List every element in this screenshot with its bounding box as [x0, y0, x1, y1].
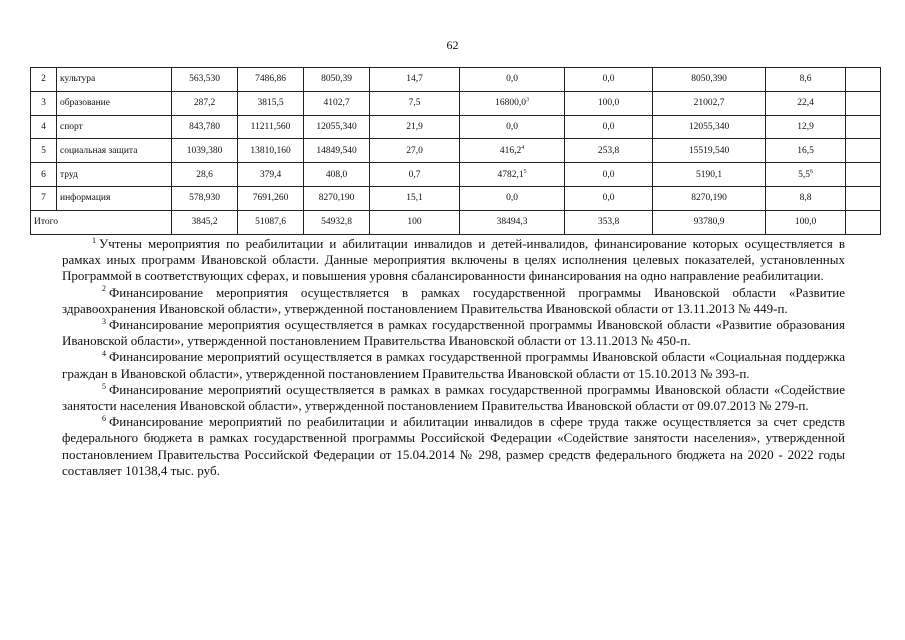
footnote-text: Учтены мероприятия по реабилитации и абилитации инвалидов и детей-инвалидов, финансирование которых осуществляется в рамках иных программ Ивановской области. Данные мероприятия включены в целях исполнения целевых показателей, установленных Программой в соответствующих сферах, и повышения уровня сбалансированности финансирования на одно направление реабилитации. [62, 236, 845, 284]
value-cell [653, 139, 766, 163]
cell-text: 16,5 [797, 145, 814, 156]
value-cell [304, 186, 370, 210]
cell-text: 15519,540 [688, 145, 730, 156]
footnote-2 [62, 285, 845, 317]
value-cell [565, 91, 653, 115]
value-cell [304, 115, 370, 139]
value-cell [766, 115, 846, 139]
footnote-mark: 2 [102, 284, 106, 294]
total-row [31, 210, 881, 234]
cell-text: 21,9 [406, 121, 423, 132]
cell-text: 7,5 [408, 98, 421, 109]
cell-text: 416,2 [499, 145, 522, 156]
row-number-cell [31, 68, 57, 92]
value-cell [460, 186, 565, 210]
cell-text: 22,4 [797, 98, 814, 109]
value-cell [304, 68, 370, 92]
cell-text: 15,1 [406, 193, 423, 204]
cell-text: 5,5 [798, 169, 810, 180]
footnote-mark: 1 [92, 235, 96, 245]
category-cell [57, 139, 172, 163]
cell-text: 5190,1 [695, 169, 723, 180]
footnote-ref: 6 [809, 168, 813, 175]
cell-text: 7691,260 [252, 193, 289, 204]
cell-text: 8270,190 [691, 193, 727, 204]
cell-text: 8050,39 [321, 74, 352, 85]
value-cell [460, 115, 565, 139]
value-cell [460, 91, 565, 115]
cell-text: 14849,540 [316, 145, 357, 156]
cell-text: информация [60, 193, 111, 204]
cell-text: 12055,340 [316, 121, 357, 132]
footnote-ref: 3 [525, 97, 529, 104]
value-cell [238, 115, 304, 139]
cell-text: 0,0 [506, 193, 518, 204]
footnote-mark: 6 [102, 413, 106, 423]
row-number-cell [31, 163, 57, 187]
footnote-text: Финансирование мероприятий осуществляется в рамках государственной программы Ивановской области «Социальная поддержка граждан в Ивановской области», утвержденной постановлением Правительства Ивановской области от 15.10.2013 № 393-п. [62, 349, 845, 381]
category-cell [57, 91, 172, 115]
value-cell [304, 91, 370, 115]
cell-text: 0,0 [506, 74, 518, 85]
cell-text: 8270,190 [318, 193, 355, 204]
cell-text: 0,0 [506, 121, 518, 132]
value-cell [172, 91, 238, 115]
cell-text: 12055,340 [688, 121, 730, 132]
cell-text: 1039,380 [186, 145, 223, 156]
cell-text: 408,0 [325, 169, 348, 180]
value-cell [565, 139, 653, 163]
cell-text: 8050,390 [691, 74, 727, 85]
cell-text: 12,9 [797, 121, 814, 132]
cell-text: 843,780 [189, 121, 220, 132]
cell-text: 13810,160 [250, 145, 291, 156]
table-row [31, 139, 881, 163]
cell-text: 287,2 [193, 98, 216, 109]
value-cell [172, 68, 238, 92]
cell-text: 14,7 [406, 74, 423, 85]
cell-text: культура [60, 74, 96, 85]
value-cell [846, 186, 881, 210]
value-cell [846, 68, 881, 92]
total-value-cell: 353,8 [565, 210, 653, 234]
value-cell [238, 139, 304, 163]
cell-text: 5 [41, 145, 46, 156]
value-cell [370, 68, 460, 92]
footnote-3 [62, 317, 845, 349]
cell-text: 27,0 [406, 145, 423, 156]
value-cell [172, 139, 238, 163]
value-cell [304, 139, 370, 163]
value-cell [653, 91, 766, 115]
table-body [31, 68, 881, 235]
value-cell [653, 68, 766, 92]
total-value-cell: 51087,6 [238, 210, 304, 234]
footnote-mark: 5 [102, 381, 106, 391]
value-cell [370, 91, 460, 115]
cell-text: 100,0 [597, 98, 620, 109]
row-number-cell [31, 91, 57, 115]
value-cell [238, 91, 304, 115]
row-number-cell [31, 139, 57, 163]
category-cell [57, 163, 172, 187]
value-cell [172, 186, 238, 210]
value-cell [370, 139, 460, 163]
footnote-4 [62, 349, 845, 381]
value-cell [304, 163, 370, 187]
cell-text: 16800,0 [495, 98, 526, 109]
footnote-6 [62, 414, 845, 479]
cell-text: 7486,86 [255, 74, 286, 85]
value-cell [653, 163, 766, 187]
table-row [31, 91, 881, 115]
category-cell [57, 115, 172, 139]
total-value-cell: 100,0 [766, 210, 846, 234]
footnotes [62, 236, 845, 479]
value-cell [766, 139, 846, 163]
value-cell [653, 186, 766, 210]
cell-text: 28,6 [196, 169, 213, 180]
value-cell [766, 68, 846, 92]
funding-table [30, 67, 881, 235]
cell-text: 2 [41, 74, 46, 85]
cell-text: 8,6 [799, 74, 812, 85]
total-value-cell: 3845,2 [172, 210, 238, 234]
footnote-text: Финансирование мероприятий осуществляется в рамках в рамках государственной программы Ивановской области «Содействие занятости населения Ивановской области», утвержденной постановлением Правительства Ивановской области от 09.07.2013 № 279-п. [62, 381, 845, 414]
value-cell [565, 115, 653, 139]
cell-text: 0,7 [408, 169, 421, 180]
footnote-5 [62, 382, 845, 414]
value-cell [460, 139, 565, 163]
total-value-cell: 38494,3 [460, 210, 565, 234]
footnote-text: Финансирование мероприятия осуществляется в рамках государственной программы Ивановской области «Развитие образования Ивановской области», утвержденной постановлением Правительства Ивановской области от 13.11.2013 № 450-п. [62, 317, 845, 349]
cell-text: 3 [41, 98, 46, 109]
cell-text: образование [60, 98, 110, 109]
cell-text: 3815,5 [257, 98, 284, 109]
table-row [31, 68, 881, 92]
value-cell [460, 163, 565, 187]
cell-text: социальная защита [60, 145, 138, 156]
table-row [31, 163, 881, 187]
category-cell [57, 68, 172, 92]
category-cell [57, 186, 172, 210]
cell-text: 4782,1 [497, 169, 524, 180]
value-cell [846, 139, 881, 163]
cell-text: 578,930 [189, 193, 220, 204]
value-cell [565, 68, 653, 92]
value-cell [172, 115, 238, 139]
cell-text: 0,0 [602, 74, 615, 85]
value-cell [370, 115, 460, 139]
row-number-cell [31, 186, 57, 210]
value-cell [460, 68, 565, 92]
cell-text: 0,0 [602, 193, 615, 204]
value-cell [238, 68, 304, 92]
value-cell [846, 163, 881, 187]
value-cell [766, 91, 846, 115]
cell-text: 4102,7 [323, 98, 350, 109]
value-cell [172, 163, 238, 187]
value-cell [846, 91, 881, 115]
cell-text: спорт [60, 121, 83, 132]
value-cell [653, 115, 766, 139]
value-cell [565, 163, 653, 187]
footnote-mark: 3 [102, 316, 106, 326]
cell-text: 253,8 [597, 145, 620, 156]
table-row [31, 186, 881, 210]
cell-text: 0,0 [602, 169, 615, 180]
cell-text: 4 [41, 121, 46, 132]
cell-text: 0,0 [602, 121, 615, 132]
total-value-cell: 54932,8 [304, 210, 370, 234]
row-number-cell [31, 115, 57, 139]
footnote-ref: 5 [523, 168, 527, 175]
table-row [31, 115, 881, 139]
total-value-cell [846, 210, 881, 234]
footnote-text: Финансирование мероприятия осуществляется в рамках государственной программы Ивановской области «Развитие здравоохранения Ивановской области», утвержденной постановлением Правительства Ивановской области от 13.11.2013 № 449-п. [62, 284, 845, 316]
value-cell [565, 186, 653, 210]
value-cell [766, 186, 846, 210]
cell-text: 21002,7 [693, 98, 725, 109]
value-cell [370, 163, 460, 187]
cell-text: 11211,560 [250, 121, 291, 132]
total-value-cell: 93780,9 [653, 210, 766, 234]
value-cell [370, 186, 460, 210]
cell-text: 6 [41, 169, 46, 180]
page-number: 62 [446, 38, 459, 52]
footnote-mark: 4 [102, 349, 106, 359]
footnote-1 [62, 236, 845, 285]
cell-text: 379,4 [259, 169, 282, 180]
value-cell [238, 186, 304, 210]
footnote-ref: 4 [521, 144, 525, 151]
value-cell [766, 163, 846, 187]
total-value-cell: 100 [370, 210, 460, 234]
cell-text: 563,530 [189, 74, 220, 85]
footnote-text: Финансирование мероприятий по реабилитации и абилитации инвалидов в сфере труда также осуществляется за счет средств федерального бюджета в рамках государственной программы Российской Федерации «Содействие занятости населения», утвержденной постановлением Правительства Российской Федерации от 15.04.2014 № 298, размер средств федерального бюджета на 2020 - 2022 годы составляет 10138,4 тыс. руб. [62, 414, 845, 478]
value-cell [238, 163, 304, 187]
cell-text: 8,8 [799, 193, 812, 204]
cell-text: 7 [41, 193, 46, 204]
value-cell [846, 115, 881, 139]
total-label: Итого [31, 210, 172, 234]
cell-text: труд [60, 169, 78, 180]
